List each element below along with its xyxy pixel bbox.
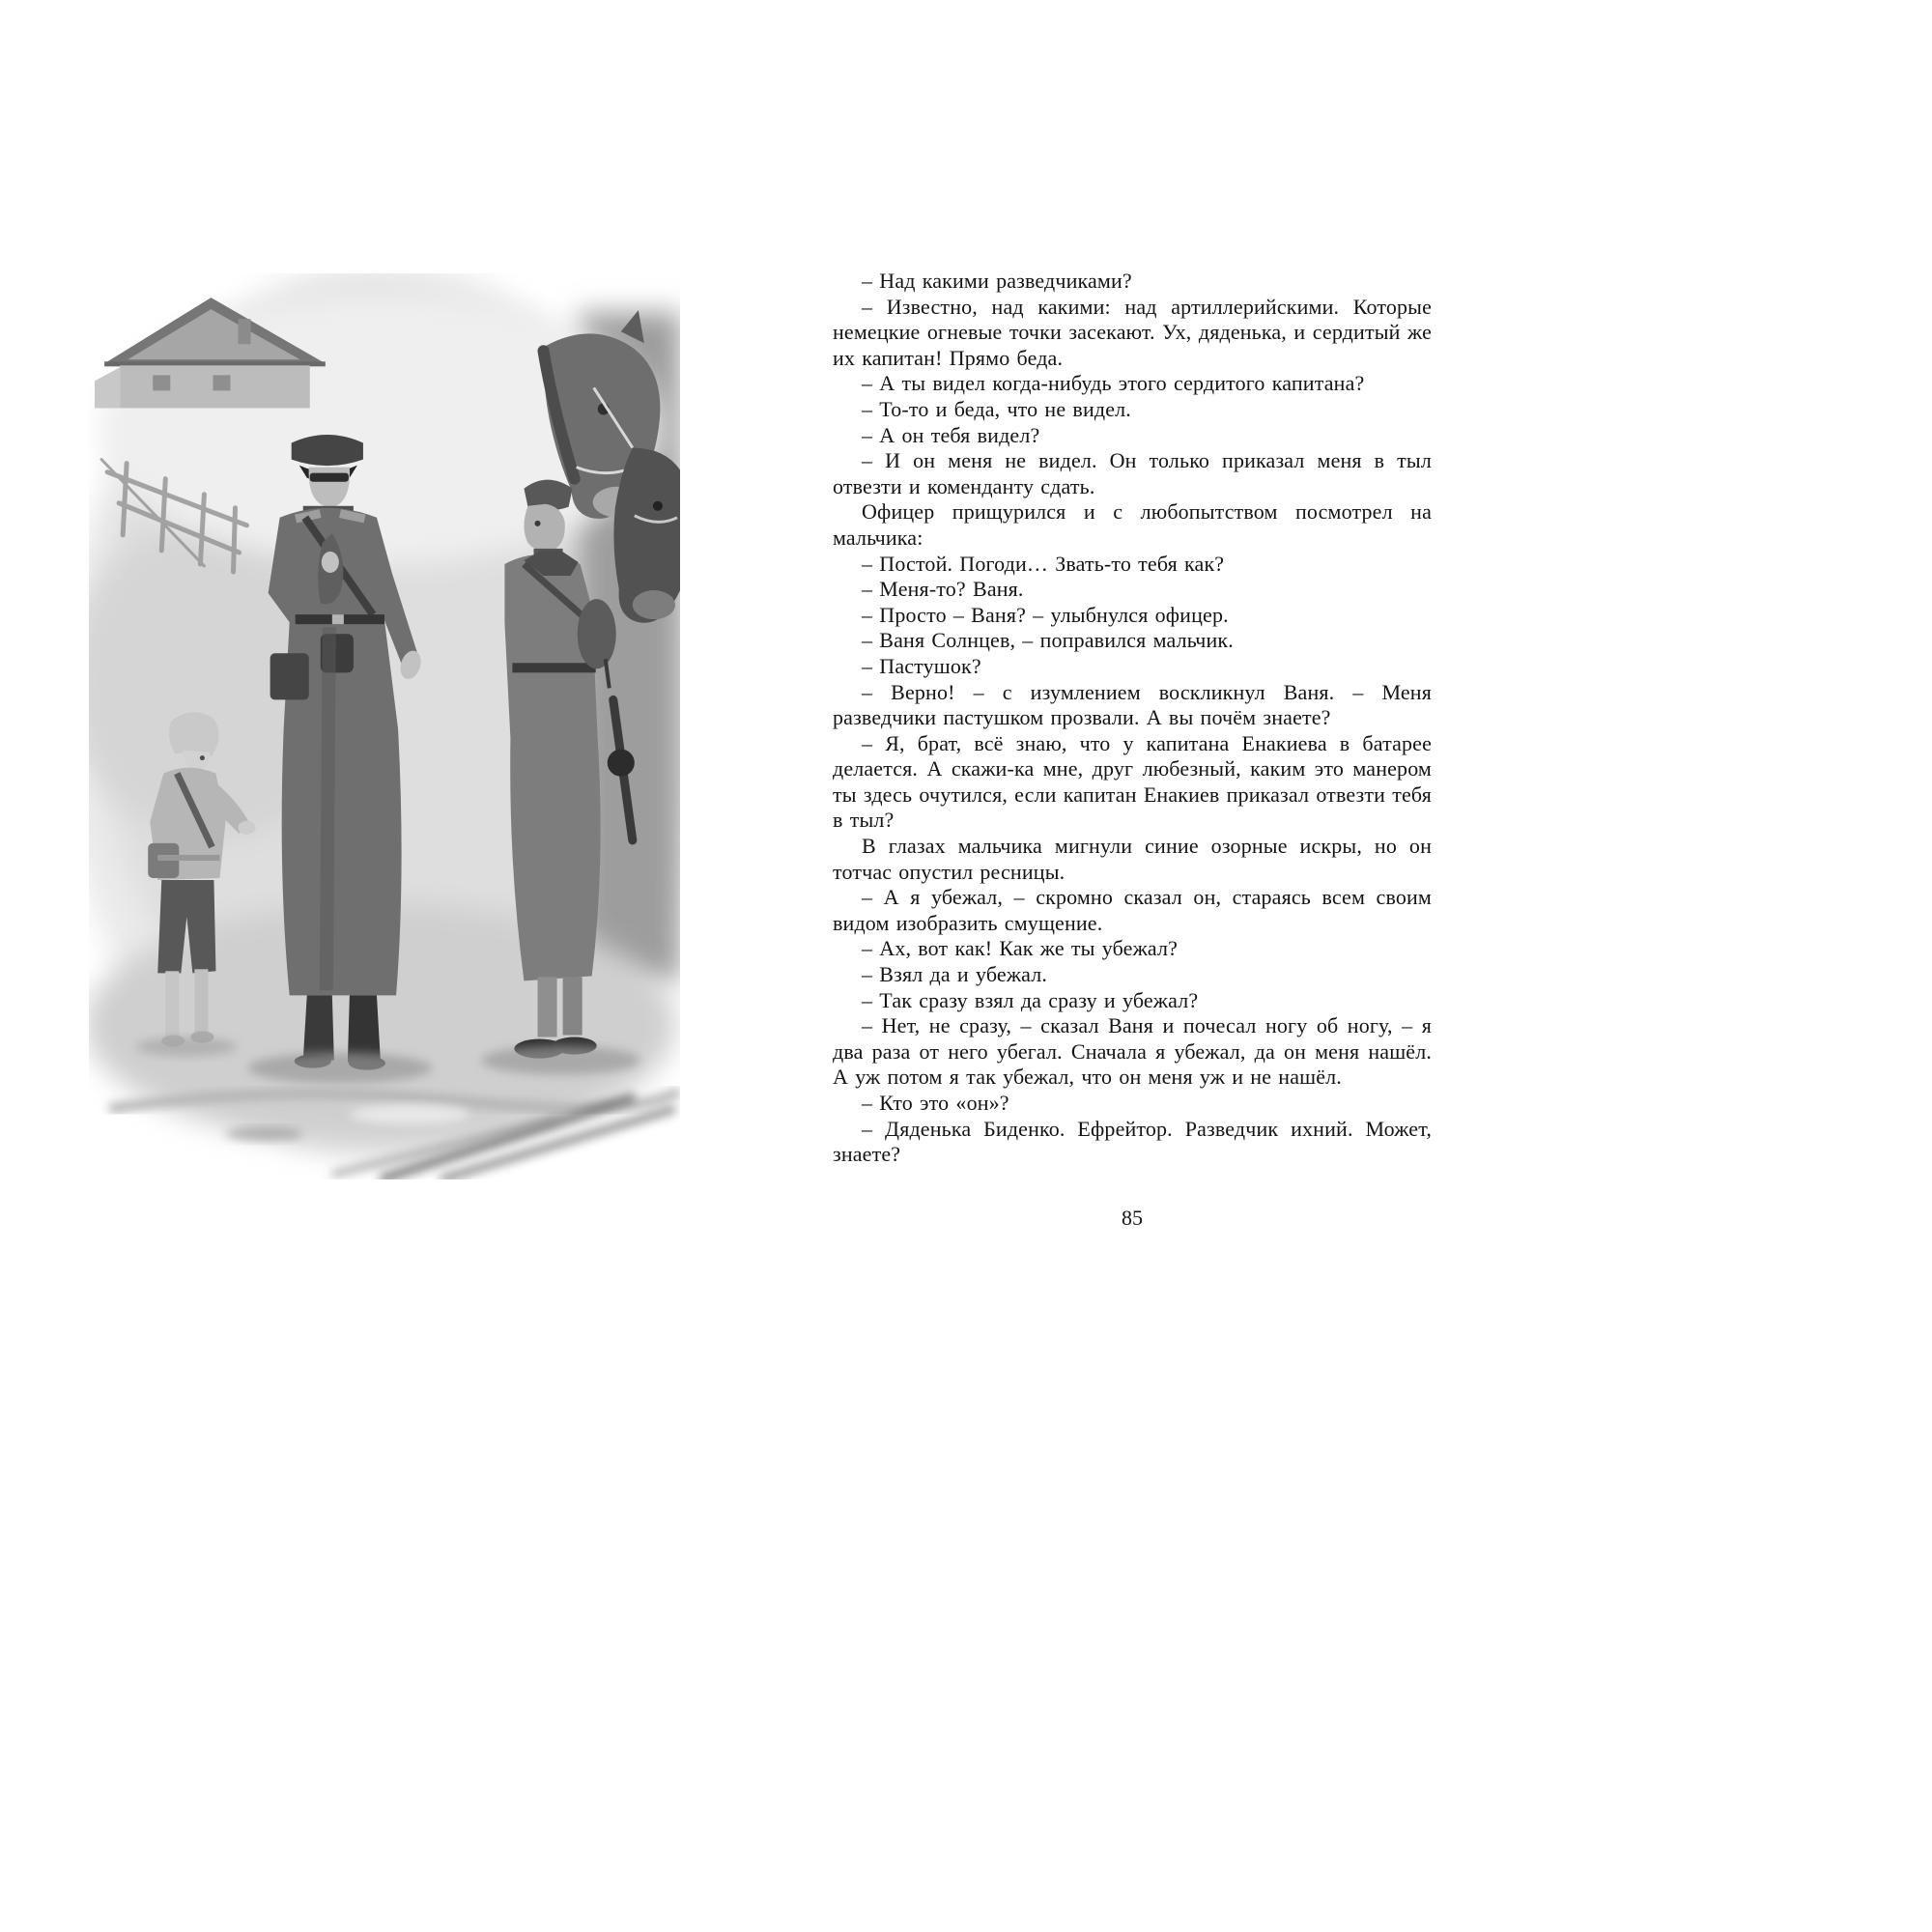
paragraph: – Верно! – с изумлением воскликнул Ваня. – Меня разведчики пастушком прозвали. А вы почём знаете?	[833, 679, 1432, 730]
illustration	[89, 273, 680, 1179]
paragraph: – Ваня Солнцев, – поправился мальчик.	[862, 628, 1234, 653]
text-page	[833, 269, 1432, 1168]
paragraph: – Так сразу взял да сразу и убежал?	[862, 987, 1199, 1012]
paragraph: В глазах мальчика мигнули синие озорные искры, но он тотчас опустил ресницы.	[833, 834, 1432, 884]
paragraph: – Просто – Ваня? – улыбнулся офицер.	[862, 602, 1229, 627]
paragraph: – И он меня не видел. Он только приказал меня в тыл отвезти и коменданту сдать.	[833, 448, 1432, 498]
paragraph: – Я, брат, всё знаю, что у капитана Енакиева в батарее делается. А скажи-ка мне, друг любезный, каким это манером ты здесь очутился, если капитан Енакиев приказал отвезти тебя в тыл?	[833, 730, 1432, 833]
paragraph: – А он тебя видел?	[862, 422, 1040, 447]
paragraph: – Над какими разведчиками?	[862, 269, 1132, 293]
paragraph: – Меня-то? Ваня.	[862, 577, 1024, 602]
paragraph: – То-то и беда, что не видел.	[862, 396, 1131, 421]
paragraph: – Постой. Погоди… Звать-то тебя как?	[862, 551, 1225, 576]
paragraph: – Дяденька Биденко. Ефрейтор. Разведчик ихний. Может, знаете?	[833, 1116, 1432, 1167]
paragraph: – А ты видел когда-нибудь этого сердитого капитана?	[862, 371, 1365, 396]
paragraph: – Кто это «он»?	[862, 1091, 1009, 1115]
paragraph: – Известно, над какими: над артиллерийскими. Которые немецкие огневые точки засекают. Ух, дяденька, и сердитый же их капитан! Прямо беда.	[833, 294, 1432, 370]
page-number: 85	[1122, 1206, 1143, 1230]
paragraph: – Пастушок?	[862, 653, 981, 678]
paragraph: – Нет, не сразу, – сказал Ваня и почесал ногу об ногу, – я два раза от него убегал. Сначала я убежал, да он меня нашёл. А уж потом я так убежал, что он меня уж и не нашёл.	[833, 1013, 1432, 1090]
paragraph: – Взял да и убежал.	[862, 962, 1048, 987]
paragraph: Офицер прищурился и с любопытством посмотрел на мальчика:	[833, 499, 1432, 550]
paragraph: – Ах, вот как! Как же ты убежал?	[862, 936, 1179, 961]
paragraph: – А я убежал, – скромно сказал он, стараясь всем своим видом изобразить смущение.	[833, 885, 1432, 935]
story-text	[833, 269, 1432, 1168]
illustration-svg	[89, 273, 680, 1179]
